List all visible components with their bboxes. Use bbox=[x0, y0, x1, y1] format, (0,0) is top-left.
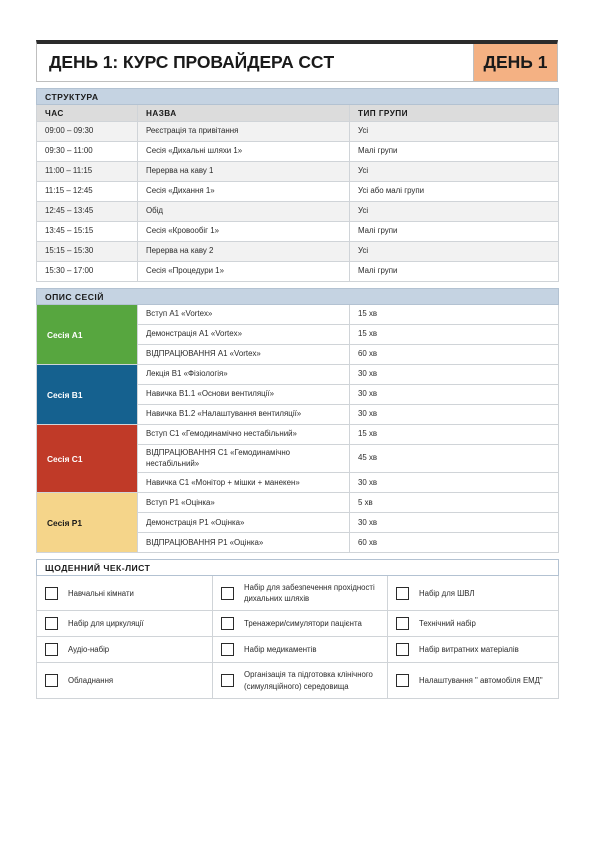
sessions-block bbox=[36, 288, 558, 553]
session-group-label: Сесія В1 bbox=[37, 365, 138, 425]
table-row bbox=[37, 202, 559, 222]
session-item-duration: 5 хв bbox=[350, 493, 559, 513]
session-group-label: Сесія Р1 bbox=[37, 493, 138, 553]
checkbox-icon[interactable] bbox=[221, 617, 234, 630]
structure-column-header: ТИП ГРУПИ bbox=[350, 105, 559, 122]
checklist-item[interactable] bbox=[388, 663, 559, 698]
session-item-duration: 15 хв bbox=[350, 325, 559, 345]
session-item-name: Вступ А1 «Vortex» bbox=[138, 305, 350, 325]
checklist-item[interactable] bbox=[388, 611, 559, 637]
structure-cell-group: Усі або малі групи bbox=[350, 182, 559, 202]
structure-cell-name: Сесія «Дихальні шляхи 1» bbox=[138, 142, 350, 162]
table-row bbox=[37, 305, 559, 325]
structure-cell-time: 11:00 – 11:15 bbox=[37, 162, 138, 182]
structure-cell-time: 09:30 – 11:00 bbox=[37, 142, 138, 162]
checklist-item[interactable] bbox=[37, 576, 213, 611]
structure-cell-group: Малі групи bbox=[350, 262, 559, 282]
day-badge: ДЕНЬ 1 bbox=[473, 44, 557, 81]
structure-cell-name: Обід bbox=[138, 202, 350, 222]
session-item-name: Навичка В1.1 «Основи вентиляції» bbox=[138, 385, 350, 405]
structure-cell-group: Усі bbox=[350, 122, 559, 142]
structure-cell-group: Усі bbox=[350, 202, 559, 222]
checklist-row bbox=[37, 611, 559, 637]
session-item-duration: 30 хв bbox=[350, 473, 559, 493]
session-item-name: Демонстрація Р1 «Оцінка» bbox=[138, 513, 350, 533]
structure-cell-group: Усі bbox=[350, 242, 559, 262]
checklist-item[interactable] bbox=[213, 663, 388, 698]
session-item-duration: 45 хв bbox=[350, 445, 559, 473]
table-row bbox=[37, 122, 559, 142]
structure-section-header: СТРУКТУРА bbox=[37, 89, 559, 105]
checklist-item[interactable] bbox=[213, 611, 388, 637]
structure-column-header: НАЗВА bbox=[138, 105, 350, 122]
checklist-item-label: Технічний набір bbox=[419, 619, 476, 629]
table-row bbox=[37, 425, 559, 445]
structure-cell-time: 12:45 – 13:45 bbox=[37, 202, 138, 222]
checklist-item[interactable] bbox=[388, 637, 559, 663]
checklist-item-label: Тренажери/симулятори пацієнта bbox=[244, 619, 362, 629]
checklist-item-label: Набір медикаментів bbox=[244, 645, 317, 655]
session-item-name: Навичка В1.2 «Налаштування вентиляції» bbox=[138, 405, 350, 425]
table-row bbox=[37, 262, 559, 282]
checklist-item-label: Організація та підготовка клінічного (симуляційного) середовища bbox=[244, 670, 373, 691]
checklist-table bbox=[36, 559, 559, 698]
checklist-item[interactable] bbox=[388, 576, 559, 611]
structure-cell-name: Сесія «Дихання 1» bbox=[138, 182, 350, 202]
checklist-block bbox=[36, 559, 558, 698]
session-item-name: ВІДПРАЦЮВАННЯ Р1 «Оцінка» bbox=[138, 533, 350, 553]
session-item-name: Навичка С1 «Монітор + мішки + манекен» bbox=[138, 473, 350, 493]
checkbox-icon[interactable] bbox=[396, 617, 409, 630]
session-item-name: Вступ Р1 «Оцінка» bbox=[138, 493, 350, 513]
checkbox-icon[interactable] bbox=[221, 674, 234, 687]
checkbox-icon[interactable] bbox=[45, 674, 58, 687]
structure-cell-name: Перерва на каву 2 bbox=[138, 242, 350, 262]
structure-cell-name: Сесія «Процедури 1» bbox=[138, 262, 350, 282]
checkbox-icon[interactable] bbox=[221, 587, 234, 600]
structure-cell-group: Малі групи bbox=[350, 142, 559, 162]
table-row bbox=[37, 142, 559, 162]
checkbox-icon[interactable] bbox=[396, 643, 409, 656]
checklist-item-label: Набір для ШВЛ bbox=[419, 588, 475, 598]
session-item-duration: 60 хв bbox=[350, 345, 559, 365]
checklist-item-label: Навчальні кімнати bbox=[68, 588, 134, 598]
structure-cell-time: 09:00 – 09:30 bbox=[37, 122, 138, 142]
checkbox-icon[interactable] bbox=[396, 587, 409, 600]
table-row bbox=[37, 242, 559, 262]
session-item-name: Лекція В1 «Фізіологія» bbox=[138, 365, 350, 385]
session-group-label: Сесія С1 bbox=[37, 425, 138, 493]
document-title-bar bbox=[36, 40, 558, 82]
table-row bbox=[37, 493, 559, 513]
structure-cell-time: 15:15 – 15:30 bbox=[37, 242, 138, 262]
checklist-item[interactable] bbox=[213, 637, 388, 663]
checkbox-icon[interactable] bbox=[221, 643, 234, 656]
session-item-name: Вступ С1 «Гемодинамічно нестабільний» bbox=[138, 425, 350, 445]
session-item-duration: 30 хв bbox=[350, 365, 559, 385]
sessions-section-header: ОПИС СЕСІЙ bbox=[37, 289, 559, 305]
session-item-name: ВІДПРАЦЮВАННЯ А1 «Vortex» bbox=[138, 345, 350, 365]
checklist-item-label: Набір витратних матеріалів bbox=[419, 645, 519, 655]
checklist-row bbox=[37, 637, 559, 663]
checkbox-icon[interactable] bbox=[396, 674, 409, 687]
session-item-duration: 60 хв bbox=[350, 533, 559, 553]
page-title: ДЕНЬ 1: КУРС ПРОВАЙДЕРА CCT bbox=[49, 52, 335, 72]
session-group-label: Сесія А1 bbox=[37, 305, 138, 365]
structure-cell-name: Перерва на каву 1 bbox=[138, 162, 350, 182]
session-item-duration: 15 хв bbox=[350, 305, 559, 325]
structure-column-header: ЧАС bbox=[37, 105, 138, 122]
table-row bbox=[37, 182, 559, 202]
checklist-row bbox=[37, 663, 559, 698]
table-row bbox=[37, 365, 559, 385]
checkbox-icon[interactable] bbox=[45, 587, 58, 600]
session-item-name: Демонстрація А1 «Vortex» bbox=[138, 325, 350, 345]
structure-cell-time: 13:45 – 15:15 bbox=[37, 222, 138, 242]
session-item-duration: 15 хв bbox=[350, 425, 559, 445]
structure-table bbox=[36, 88, 559, 282]
checklist-item[interactable] bbox=[37, 637, 213, 663]
checklist-row bbox=[37, 576, 559, 611]
checklist-item[interactable] bbox=[213, 576, 388, 611]
checklist-item-label: Аудіо-набір bbox=[68, 645, 110, 655]
session-item-duration: 30 хв bbox=[350, 385, 559, 405]
checklist-section-header: ЩОДЕННИЙ ЧЕК-ЛИСТ bbox=[37, 560, 559, 576]
structure-cell-group: Усі bbox=[350, 162, 559, 182]
session-item-duration: 30 хв bbox=[350, 405, 559, 425]
checklist-item[interactable] bbox=[37, 663, 213, 698]
checkbox-icon[interactable] bbox=[45, 617, 58, 630]
structure-block bbox=[36, 88, 558, 282]
structure-cell-name: Реєстрація та привітання bbox=[138, 122, 350, 142]
checklist-item-label: Обладнання bbox=[68, 676, 114, 685]
checklist-item-label: Набір для забезпечення прохідності дихальних шляхів bbox=[244, 583, 375, 604]
structure-cell-time: 11:15 – 12:45 bbox=[37, 182, 138, 202]
table-row bbox=[37, 162, 559, 182]
structure-cell-name: Сесія «Кровообіг 1» bbox=[138, 222, 350, 242]
checklist-item-label: Налаштування " автомобіля ЕМД" bbox=[419, 676, 543, 685]
checklist-item-label: Набір для циркуляції bbox=[68, 619, 144, 629]
checklist-item[interactable] bbox=[37, 611, 213, 637]
session-item-duration: 30 хв bbox=[350, 513, 559, 533]
sessions-table bbox=[36, 288, 559, 553]
checkbox-icon[interactable] bbox=[45, 643, 58, 656]
structure-cell-group: Малі групи bbox=[350, 222, 559, 242]
structure-cell-time: 15:30 – 17:00 bbox=[37, 262, 138, 282]
table-row bbox=[37, 222, 559, 242]
session-item-name: ВІДПРАЦЮВАННЯ С1 «Гемодинамічно нестабільний» bbox=[138, 445, 350, 473]
